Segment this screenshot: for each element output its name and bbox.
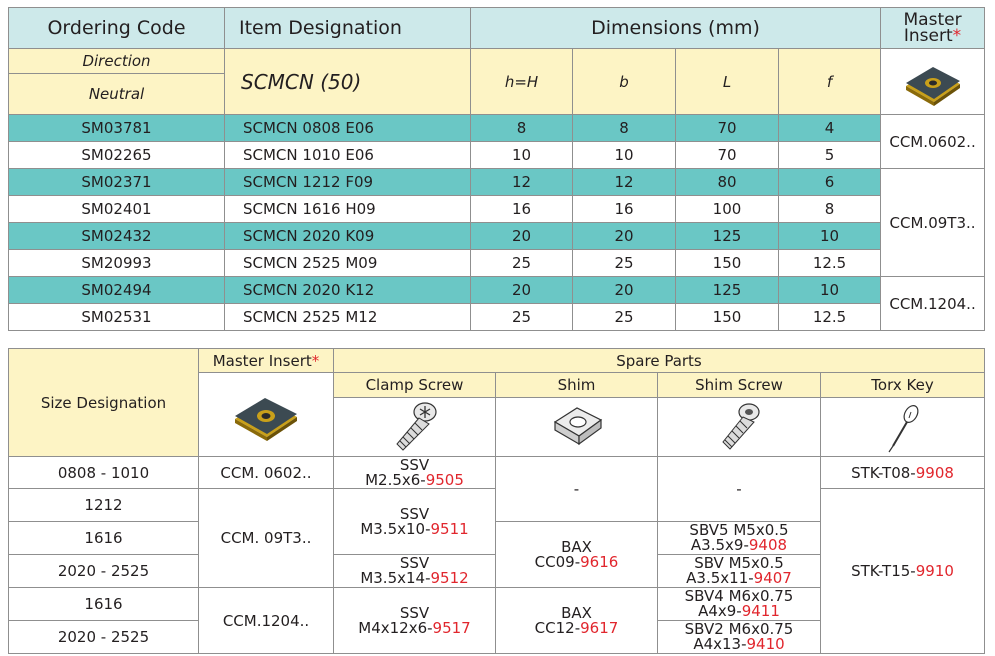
dim-f: 6	[779, 169, 881, 196]
dim-b: 25	[573, 250, 676, 277]
clamp-screw-spec: SSV M3.5x10-9511	[334, 489, 496, 555]
dim-l: 150	[676, 304, 779, 331]
header-torx-key: Torx Key	[821, 373, 985, 398]
header-shim-screw: Shim Screw	[658, 373, 821, 398]
size-designation: 1616	[9, 588, 199, 621]
header-shim: Shim	[496, 373, 658, 398]
dim-f: 8	[779, 196, 881, 223]
dim-b: 20	[573, 277, 676, 304]
header-master-insert: Master Insert*	[199, 349, 334, 373]
dim-b: 10	[573, 142, 676, 169]
dim-b: 12	[573, 169, 676, 196]
neutral-label: Neutral	[9, 74, 225, 115]
item-designation: SCMCN 0808 E06	[225, 115, 471, 142]
direction-label: Direction	[9, 49, 225, 74]
table-row	[9, 277, 985, 304]
ordering-code: SM02432	[9, 223, 225, 250]
table-row	[9, 457, 985, 489]
dim-b: 25	[573, 304, 676, 331]
shim-screw-spec: SBV4 M6x0.75 A4x9-9411	[658, 588, 821, 621]
size-designation: 1212	[9, 489, 199, 522]
dim-h: 20	[471, 277, 573, 304]
table-row	[9, 250, 985, 277]
dim-h: 25	[471, 250, 573, 277]
dim-h: 12	[471, 169, 573, 196]
shim-spec: -	[496, 457, 658, 522]
master-insert-code: CCM. 0602..	[199, 457, 334, 489]
size-designation: 2020 - 2525	[9, 555, 199, 588]
dim-l: 150	[676, 250, 779, 277]
item-designation: SCMCN 1010 E06	[225, 142, 471, 169]
dim-h: 8	[471, 115, 573, 142]
clamp-screw-spec: SSV M2.5x6-9505	[334, 457, 496, 489]
dim-f: 10	[779, 223, 881, 250]
dim-f: 4	[779, 115, 881, 142]
insert-icon	[881, 49, 985, 115]
header-dimensions: Dimensions (mm)	[471, 8, 881, 49]
size-designation: 0808 - 1010	[9, 457, 199, 489]
dim-h: 10	[471, 142, 573, 169]
master-insert-code: CCM.09T3..	[881, 169, 985, 277]
header-size-designation: Size Designation	[9, 349, 199, 457]
item-designation: SCMCN 1212 F09	[225, 169, 471, 196]
dim-l: 70	[676, 115, 779, 142]
item-designation: SCMCN 2020 K12	[225, 277, 471, 304]
dim-f: 12.5	[779, 304, 881, 331]
master-insert-code: CCM.1204..	[199, 588, 334, 654]
ordering-code: SM02401	[9, 196, 225, 223]
shim-screw-spec: SBV2 M6x0.75 A4x13-9410	[658, 621, 821, 654]
master-insert-code: CCM. 09T3..	[199, 489, 334, 588]
ordering-code: SM02265	[9, 142, 225, 169]
torx-key-spec: STK-T15-9910	[821, 489, 985, 654]
dim-h: 25	[471, 304, 573, 331]
ordering-code: SM02371	[9, 169, 225, 196]
dim-h-header: h=H	[471, 49, 573, 115]
clamp-screw-spec: SSV M3.5x14-9512	[334, 555, 496, 588]
table-row	[9, 196, 985, 223]
dim-f: 5	[779, 142, 881, 169]
size-designation: 2020 - 2525	[9, 621, 199, 654]
item-designation: SCMCN 2020 K09	[225, 223, 471, 250]
dim-l: 80	[676, 169, 779, 196]
dim-l: 125	[676, 277, 779, 304]
header-item-designation: Item Designation	[225, 8, 471, 49]
master-insert-code: CCM.0602..	[881, 115, 985, 169]
master-insert-code: CCM.1204..	[881, 277, 985, 331]
table-row	[9, 115, 985, 142]
shim-screw-spec: SBV M5x0.5 A3.5x11-9407	[658, 555, 821, 588]
ordering-table	[8, 7, 985, 331]
header-master-insert: Master Insert*	[881, 8, 985, 49]
header-clamp-screw: Clamp Screw	[334, 373, 496, 398]
dim-h: 16	[471, 196, 573, 223]
dim-b-header: b	[573, 49, 676, 115]
size-designation: 1616	[9, 522, 199, 555]
table-row	[9, 223, 985, 250]
dim-b: 16	[573, 196, 676, 223]
item-designation: SCMCN 2525 M12	[225, 304, 471, 331]
shim-icon	[496, 398, 658, 457]
dim-b: 8	[573, 115, 676, 142]
torx-key-spec: STK-T08-9908	[821, 457, 985, 489]
dim-l: 125	[676, 223, 779, 250]
dim-f-header: f	[779, 49, 881, 115]
dim-f: 12.5	[779, 250, 881, 277]
spare-parts-table	[8, 348, 985, 654]
table-row	[9, 169, 985, 196]
shim-screw-icon	[658, 398, 821, 457]
item-designation: SCMCN 1616 H09	[225, 196, 471, 223]
ordering-code: SM20993	[9, 250, 225, 277]
shim-screw-spec: -	[658, 457, 821, 522]
ordering-code: SM02494	[9, 277, 225, 304]
dim-f: 10	[779, 277, 881, 304]
torx-key-icon	[821, 398, 985, 457]
dim-l-header: L	[676, 49, 779, 115]
dim-l: 100	[676, 196, 779, 223]
dim-h: 20	[471, 223, 573, 250]
clamp-screw-icon	[334, 398, 496, 457]
shim-spec: BAX CC09-9616	[496, 522, 658, 588]
clamp-screw-spec: SSV M4x12x6-9517	[334, 588, 496, 654]
table-row	[9, 304, 985, 331]
shim-spec: BAX CC12-9617	[496, 588, 658, 654]
ordering-code: SM03781	[9, 115, 225, 142]
header-ordering-code: Ordering Code	[9, 8, 225, 49]
table-row	[9, 142, 985, 169]
ordering-code: SM02531	[9, 304, 225, 331]
shim-screw-spec: SBV5 M5x0.5 A3.5x9-9408	[658, 522, 821, 555]
designation-family: SCMCN (50)	[225, 49, 471, 115]
insert-icon	[199, 373, 334, 457]
item-designation: SCMCN 2525 M09	[225, 250, 471, 277]
dim-b: 20	[573, 223, 676, 250]
dim-l: 70	[676, 142, 779, 169]
header-spare-parts: Spare Parts	[334, 349, 985, 373]
